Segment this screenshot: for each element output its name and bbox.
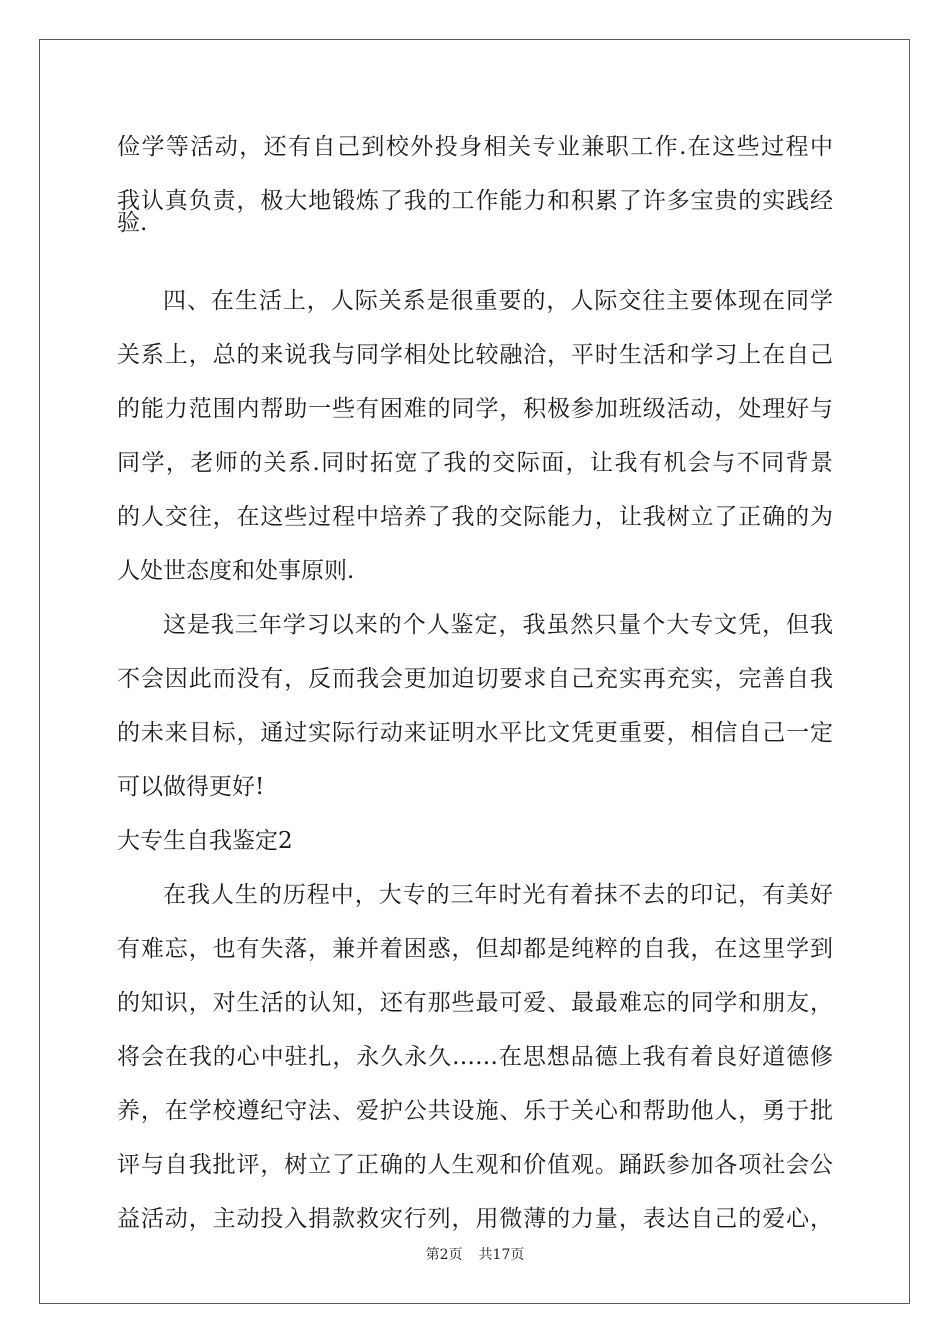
paragraph-line: 俭学等活动，还有自己到校外投身相关专业兼职工作.在这些过程中 — [117, 134, 833, 160]
paragraph-line: 有难忘，也有失落，兼并着困惑，但却都是纯粹的自我，在这里学到 — [117, 936, 833, 962]
page-number: 第2页 — [425, 1247, 463, 1263]
paragraph-line: 可以做得更好! — [117, 774, 265, 800]
paragraph-line: 的人交往，在这些过程中培养了我的交际能力，让我树立了正确的为 — [117, 504, 833, 530]
paragraph-line: 人处世态度和处事原则. — [117, 558, 355, 584]
section-heading: 大专生自我鉴定2 — [117, 828, 293, 854]
page-footer — [0, 1246, 950, 1264]
paragraph-line: 评与自我批评，树立了正确的人生观和价值观。踊跃参加各项社会公 — [117, 1152, 833, 1178]
paragraph-line: 我认真负责，极大地锻炼了我的工作能力和积累了许多宝贵的实践经 — [117, 188, 833, 214]
paragraph-line: 不会因此而没有，反而我会更加迫切要求自己充实再充实，完善自我 — [117, 666, 833, 692]
paragraph-line: 的未来目标，通过实际行动来证明水平比文凭更重要，相信自己一定 — [117, 720, 833, 746]
paragraph-line: 关系上，总的来说我与同学相处比较融洽，平时生活和学习上在自己 — [117, 342, 833, 368]
paragraph-line: 在我人生的历程中，大专的三年时光有着抹不去的印记，有美好 — [163, 882, 833, 908]
paragraph-line: 的能力范围内帮助一些有困难的同学，积极参加班级活动，处理好与 — [117, 396, 833, 422]
paragraph-line: 这是我三年学习以来的个人鉴定，我虽然只量个大专文凭，但我 — [163, 612, 833, 638]
paragraph-line: 益活动，主动投入捐款救灾行列，用微薄的力量，表达自己的爱心， — [117, 1206, 833, 1232]
page-total: 共17页 — [478, 1247, 525, 1263]
paragraph-line: 的知识，对生活的认知，还有那些最可爱、最最难忘的同学和朋友， — [117, 990, 833, 1016]
paragraph-line: 四、在生活上，人际关系是很重要的，人际交往主要体现在同学 — [163, 288, 833, 314]
paragraph-line: 将会在我的心中驻扎，永久永久……在思想品德上我有着良好道德修 — [117, 1044, 833, 1070]
paragraph-line: 同学，老师的关系.同时拓宽了我的交际面，让我有机会与不同背景 — [117, 450, 833, 476]
paragraph-line: 验. — [117, 210, 148, 236]
paragraph-line: 养，在学校遵纪守法、爱护公共设施、乐于关心和帮助他人，勇于批 — [117, 1098, 833, 1124]
